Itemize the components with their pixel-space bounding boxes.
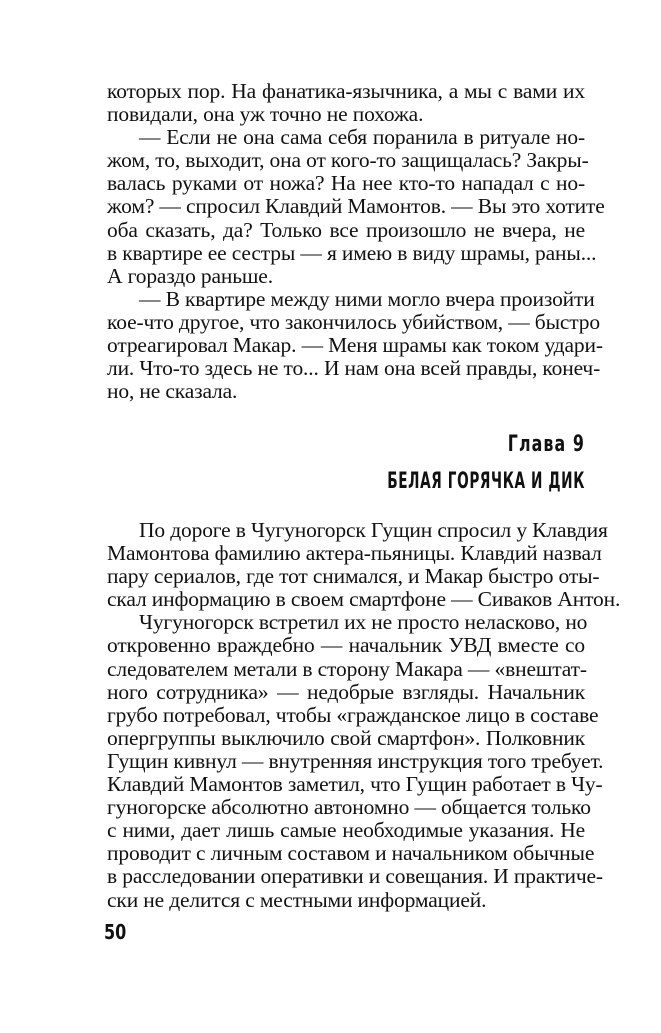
text-line: — Если не она сама себя поранила в ритуале но- (139, 125, 585, 150)
text-line: гуногорске абсолютно автономно — общается только (107, 795, 591, 820)
text-line: валась руками от ножа? На нее кто-то нападал с но- (107, 171, 585, 196)
text-line: кое-что другое, что закончилось убийством, — быстро (107, 309, 600, 334)
text-line: отреагировал Макар. — Меня шрамы как током удари- (107, 333, 603, 358)
text-line: которых пор. На фанатика-язычника, а мы с вами их (107, 79, 585, 103)
top-lines (107, 79, 605, 404)
text-line: в расследовании оперативки и совещания. И практиче- (107, 864, 603, 889)
text-line: скал информацию в своем смартфоне — Сиваков Антон. (107, 587, 621, 612)
text-line: Чугуногорск встретил их не просто неласково, но (139, 610, 588, 635)
text-line: опергруппы выключило свой смартфон». Полковник (107, 725, 585, 750)
bottom-lines (107, 518, 621, 912)
text-line: следователем метали в сторону Макара — «внештат- (107, 656, 587, 681)
text-line: По дороге в Чугуногорск Гущин спросил у Клавдия (139, 518, 608, 542)
chapter-label: Глава 9 (507, 432, 585, 457)
text-line: ли. Что-то здесь не то... И нам она всей правды, конеч- (107, 356, 601, 381)
text-line: ного сотрудника» — недобрые взгляды. Начальник (107, 679, 585, 704)
text-line: Мамонтова фамилию актера-пьяницы. Клавдий назвал (107, 541, 602, 566)
text-line: жом? — спросил Клавдий Мамонтов. — Вы это хотите (107, 194, 605, 219)
text-line: Клавдий Мамонтов заметил, что Гущин работает в Чу- (107, 772, 603, 797)
text-line: оба сказать, да? Только все произошло не вчера, не (107, 217, 585, 242)
bottom-text-block (107, 518, 621, 912)
text-line: но, не сказала. (107, 379, 238, 404)
text-line: грубо потребовал, чтобы «гражданское лицо в составе (107, 702, 599, 727)
text-line: в квартире ее сестры — я имею в виду шрамы, раны... (107, 240, 597, 265)
chapter-title: БЕЛАЯ ГОРЯЧКА И ДИК (387, 469, 585, 494)
text-line: повидали, она уж точно не похожа. (107, 102, 424, 127)
text-line: проводит с личным составом и начальником обычные (107, 841, 595, 866)
top-text-block (107, 79, 605, 404)
page-number: 50 (104, 920, 127, 944)
text-line: ски не делится с местными информацией. (107, 887, 487, 912)
text-line: с ними, дает лишь самые необходимые указания. Не (107, 818, 585, 843)
text-line: Гущин кивнул — внутренняя инструкция того требует. (107, 748, 604, 773)
text-line: А гораздо раньше. (107, 263, 273, 288)
text-line: пару сериалов, где тот снимался, и Макар быстро оты- (107, 564, 600, 589)
text-line: откровенно враждебно — начальник УВД вместе со (107, 633, 585, 658)
text-line: — В квартире между ними могло вчера произойти (139, 286, 595, 311)
text-line: жом, то, выходит, она от кого-то защищалась? Закры- (107, 148, 589, 173)
